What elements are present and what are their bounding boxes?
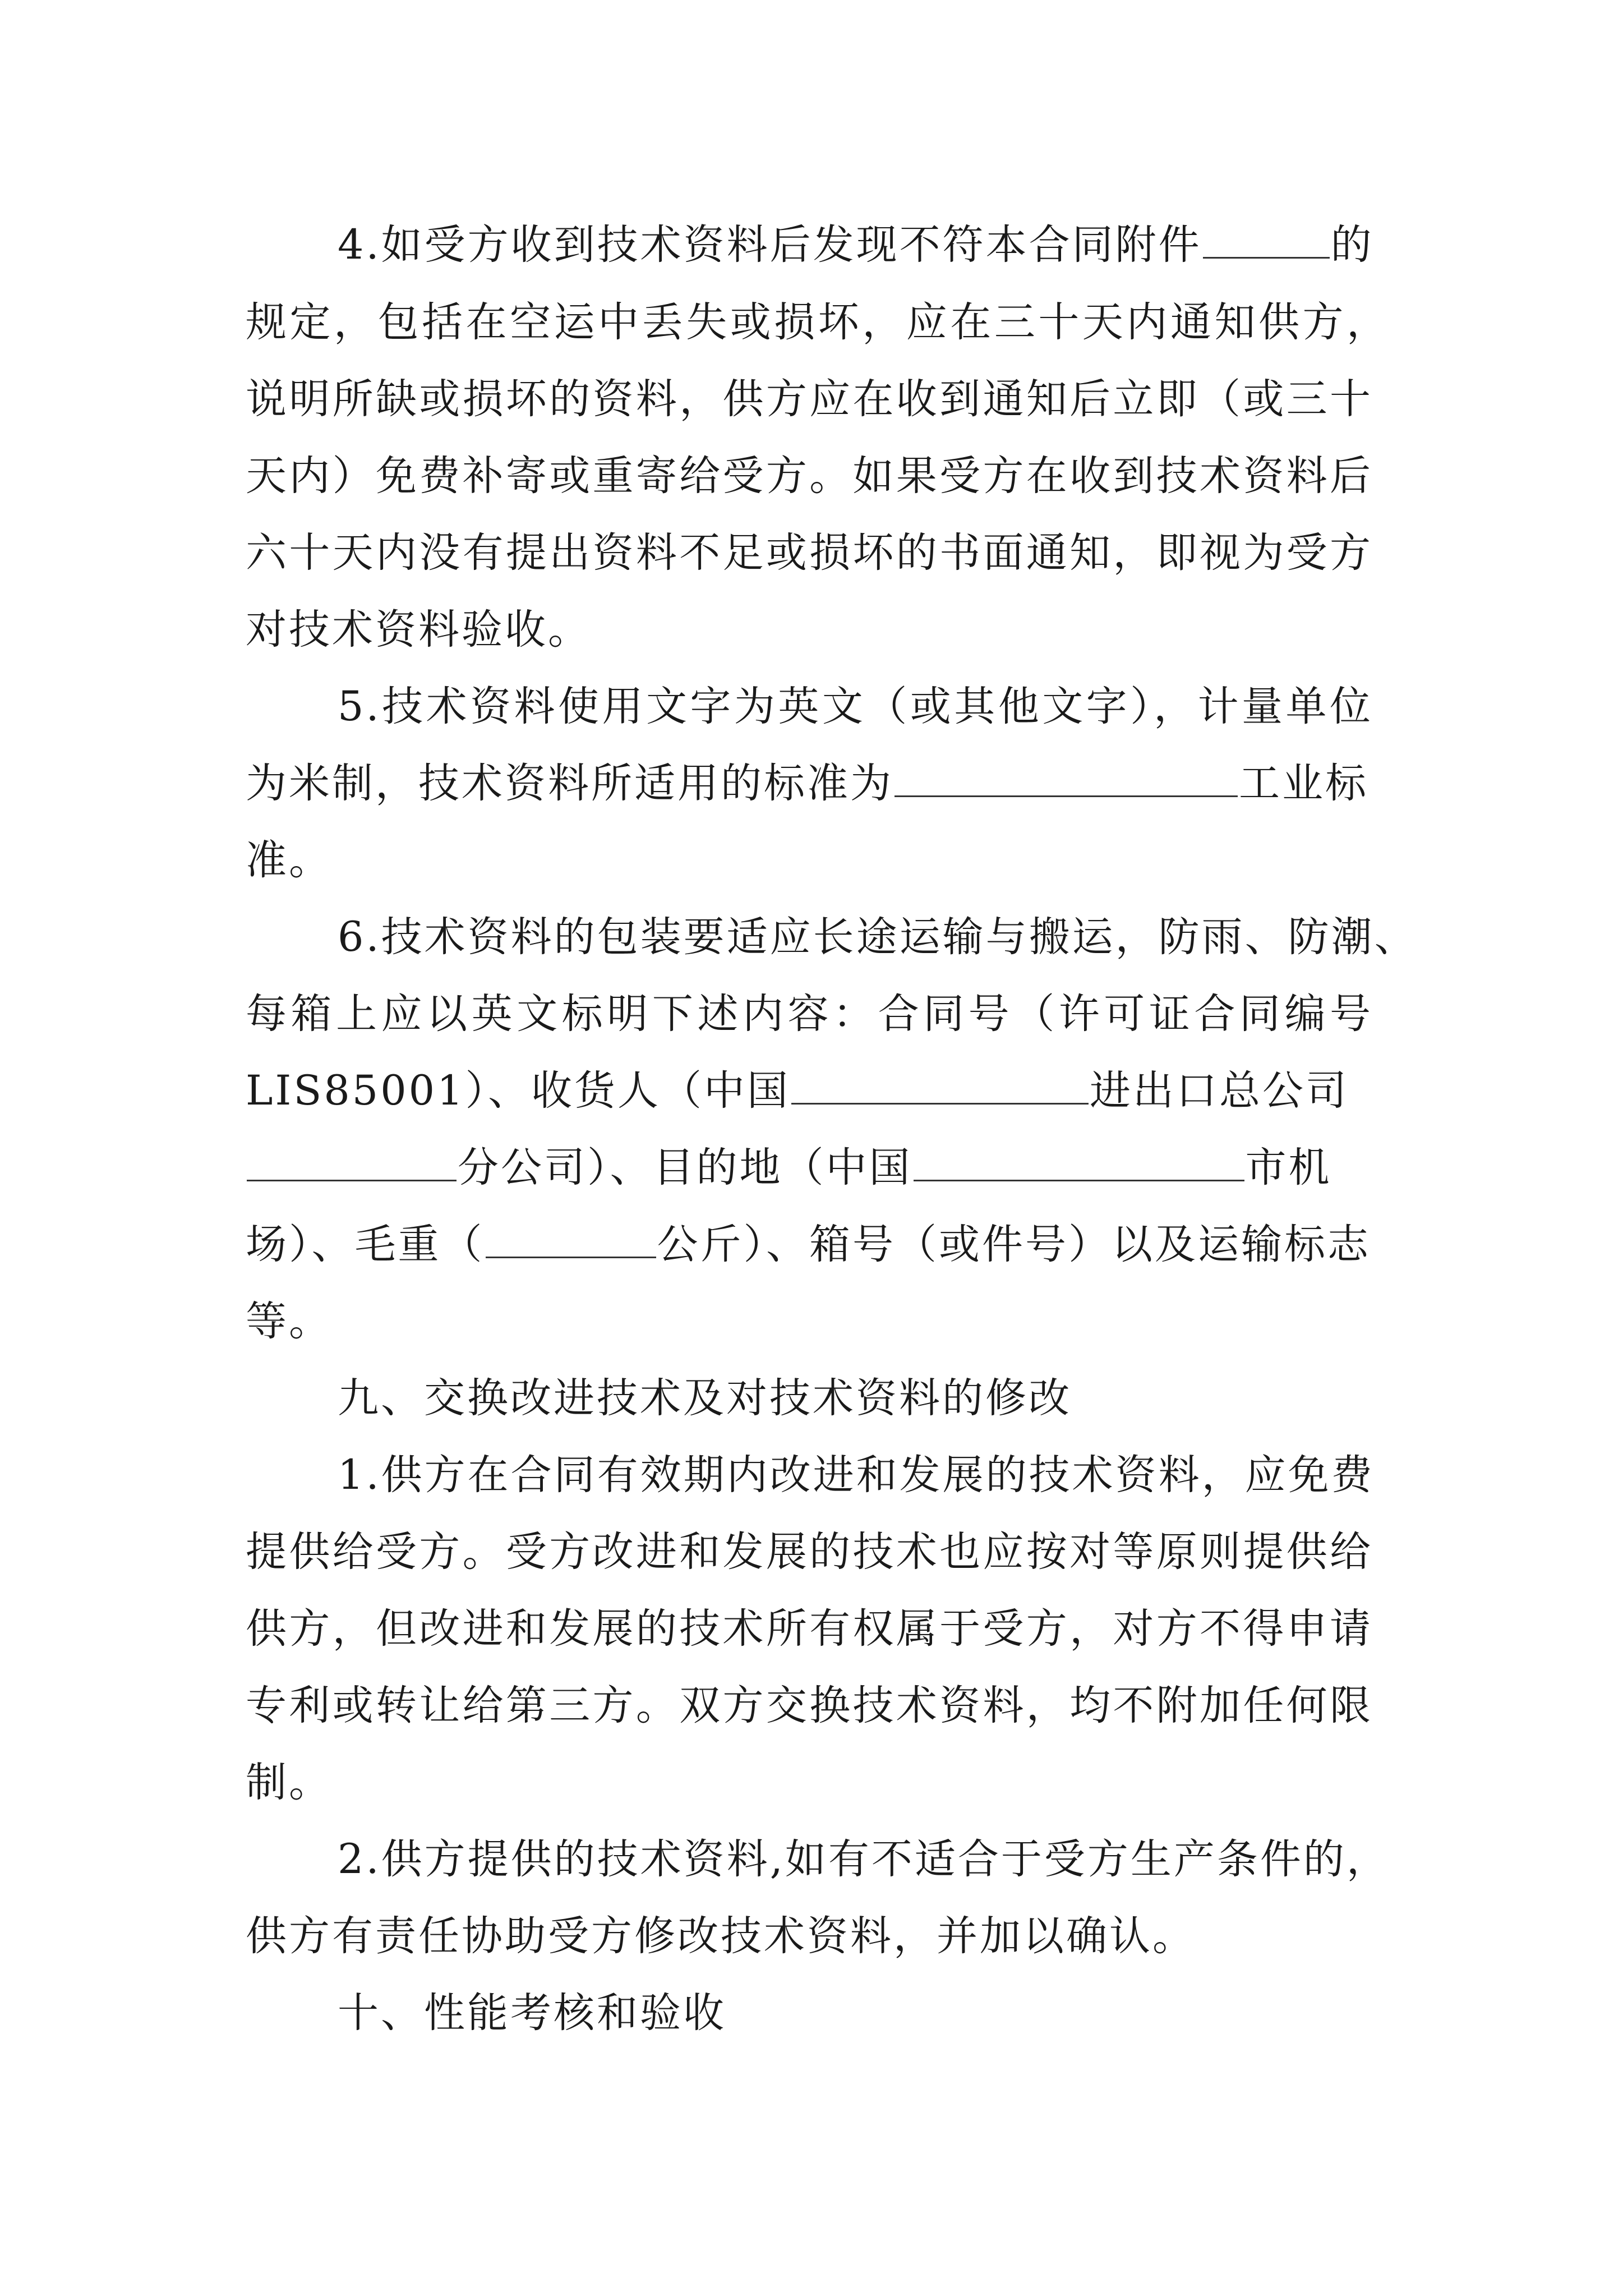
text-run: LIS85001）、收货人（中国 bbox=[246, 1067, 791, 1115]
text-line bbox=[246, 357, 1373, 441]
blank-underline bbox=[247, 1179, 457, 1181]
text-run: 5.技术资料使用文字为英文（或其他文字），计量单位 bbox=[338, 683, 1373, 730]
blank-underline bbox=[895, 795, 1238, 797]
text-line bbox=[246, 1049, 1373, 1133]
section-heading bbox=[338, 1971, 898, 2055]
blank-underline bbox=[791, 1102, 1089, 1105]
blank-underline bbox=[1203, 256, 1330, 259]
text-run: 2.供方提供的技术资料,如有不适合于受方生产条件的， bbox=[338, 1835, 1390, 1883]
blank-underline bbox=[486, 1256, 656, 1258]
text-line bbox=[246, 1664, 1373, 1748]
text-run: 对技术资料验收。 bbox=[246, 606, 591, 654]
text-line bbox=[246, 1587, 1373, 1671]
text-line bbox=[246, 742, 1373, 826]
text-line bbox=[246, 972, 1373, 1056]
text-line bbox=[246, 434, 1373, 518]
text-run: 6.技术资料的包装要适应长途运输与搬运，防雨、防潮、 bbox=[338, 913, 1418, 961]
text-run: 公斤）、箱号（或件号）以及运输标志 bbox=[657, 1221, 1371, 1268]
text-run: 等。 bbox=[246, 1297, 332, 1345]
text-line bbox=[338, 665, 1373, 749]
text-line bbox=[246, 1510, 1373, 1594]
section-heading bbox=[338, 1356, 1179, 1441]
text-run: 供方，但改进和发展的技术所有权属于受方，对方不得申请 bbox=[246, 1605, 1373, 1653]
text-run: 1.供方在合同有效期内改进和发展的技术资料，应免费 bbox=[338, 1451, 1375, 1499]
text-run: 提供给受方。受方改进和发展的技术也应按对等原则提供给 bbox=[246, 1528, 1373, 1576]
text-run: 制。 bbox=[246, 1759, 332, 1806]
text-run: 工业标 bbox=[1239, 760, 1368, 807]
text-run: 六十天内没有提出资料不足或损坏的书面通知，即视为受方 bbox=[246, 529, 1373, 577]
text-line bbox=[246, 1894, 1255, 1978]
text-run: 十、性能考核和验收 bbox=[338, 1989, 726, 2037]
text-line bbox=[338, 203, 1381, 287]
text-line bbox=[246, 511, 1373, 595]
text-run: 场）、毛重（ bbox=[246, 1221, 485, 1268]
blank-underline bbox=[914, 1179, 1244, 1181]
text-run: 准。 bbox=[246, 836, 332, 884]
text-run: 市机 bbox=[1245, 1144, 1332, 1191]
text-run: 分公司）、目的地（中国 bbox=[458, 1144, 912, 1191]
text-run: 每箱上应以英文标明下述内容：合同号（许可证合同编号 bbox=[246, 990, 1373, 1038]
text-line bbox=[338, 1818, 1390, 1902]
text-run: 规定，包括在空运中丢失或损坏，应在三十天内通知供方， bbox=[246, 298, 1390, 346]
text-run: 九、交换改进技术及对技术资料的修改 bbox=[338, 1374, 1072, 1422]
text-line bbox=[246, 1741, 414, 1825]
text-line bbox=[246, 588, 694, 672]
text-line bbox=[246, 1280, 414, 1364]
text-line bbox=[246, 280, 1390, 365]
text-run: 的 bbox=[1330, 221, 1374, 269]
text-line bbox=[246, 818, 414, 903]
text-run: 天内）免费补寄或重寄给受方。如果受方在收到技术资料后 bbox=[246, 452, 1373, 500]
text-run: 专利或转让给第三方。双方交换技术资料，均不附加任何限 bbox=[246, 1682, 1373, 1729]
text-run: 说明所缺或损坏的资料，供方应在收到通知后立即（或三十 bbox=[246, 375, 1373, 423]
text-run: 为米制，技术资料所适用的标准为 bbox=[246, 760, 893, 807]
text-line bbox=[246, 1126, 1373, 1210]
text-line bbox=[338, 1433, 1373, 1517]
text-run: 4.如受方收到技术资料后发现不符本合同附件 bbox=[338, 221, 1202, 269]
text-line bbox=[338, 895, 1418, 979]
text-run: 供方有责任协助受方修改技术资料，并加以确认。 bbox=[246, 1912, 1196, 1960]
text-run: 进出口总公司 bbox=[1090, 1067, 1349, 1115]
text-line bbox=[246, 1203, 1373, 1287]
